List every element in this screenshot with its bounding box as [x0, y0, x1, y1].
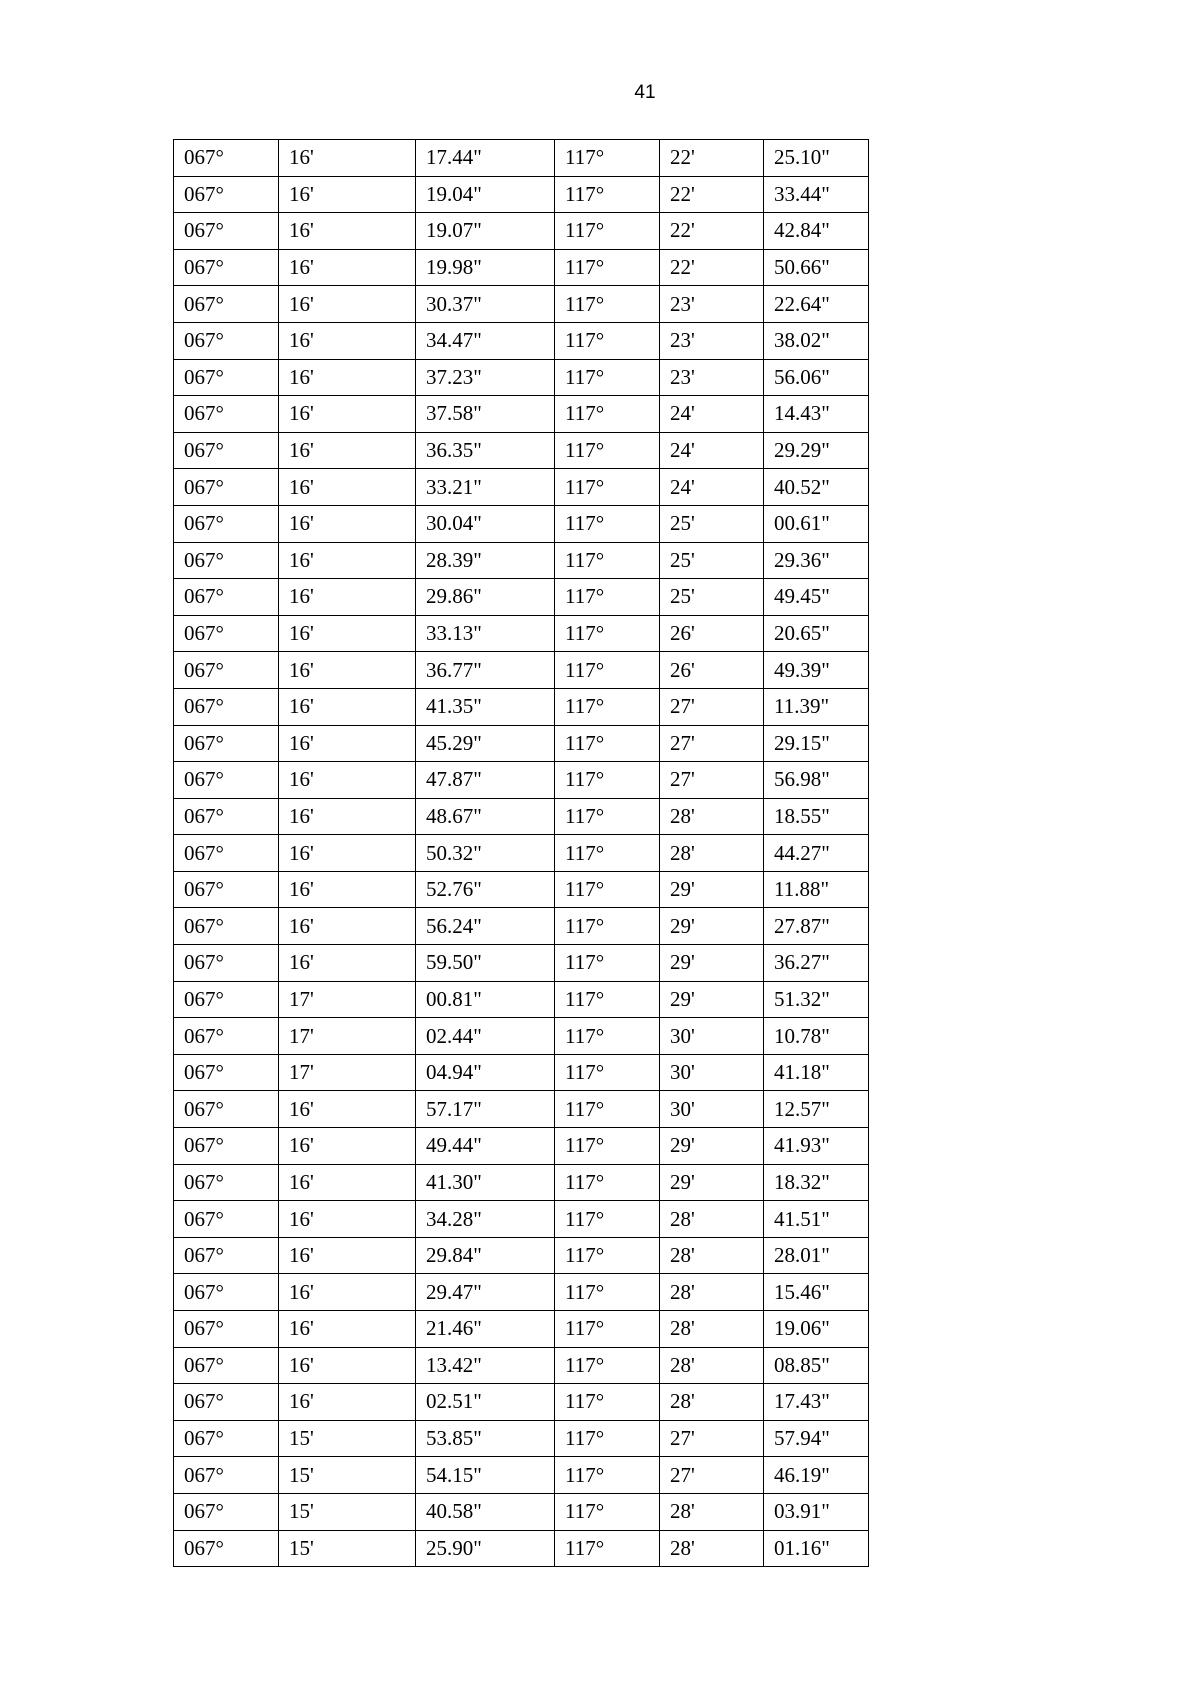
lon-minutes-cell: 29': [660, 871, 764, 908]
lon-minutes-cell: 29': [660, 908, 764, 945]
lon-minutes-cell: 28': [660, 1530, 764, 1567]
lon-degrees-cell: 117°: [555, 286, 660, 323]
lon-degrees-cell: 117°: [555, 1457, 660, 1494]
table-row: [174, 140, 869, 177]
table-row: [174, 322, 869, 359]
lon-seconds-cell: 27.87": [764, 908, 869, 945]
lat-degrees-cell: 067°: [174, 835, 279, 872]
lon-minutes-cell: 28': [660, 1237, 764, 1274]
lon-degrees-cell: 117°: [555, 798, 660, 835]
lat-degrees-cell: 067°: [174, 908, 279, 945]
lon-minutes-cell: 25': [660, 542, 764, 579]
lon-degrees-cell: 117°: [555, 359, 660, 396]
lat-seconds-cell: 57.17": [416, 1091, 555, 1128]
lat-degrees-cell: 067°: [174, 1128, 279, 1165]
lon-degrees-cell: 117°: [555, 1237, 660, 1274]
lat-minutes-cell: 17': [279, 1054, 416, 1091]
lat-minutes-cell: 16': [279, 725, 416, 762]
lat-minutes-cell: 15': [279, 1493, 416, 1530]
lat-degrees-cell: 067°: [174, 505, 279, 542]
lat-minutes-cell: 16': [279, 945, 416, 982]
lat-seconds-cell: 36.77": [416, 652, 555, 689]
lon-minutes-cell: 22': [660, 213, 764, 250]
lat-minutes-cell: 16': [279, 798, 416, 835]
lon-seconds-cell: 22.64": [764, 286, 869, 323]
lon-minutes-cell: 28': [660, 798, 764, 835]
lon-seconds-cell: 11.39": [764, 688, 869, 725]
lat-degrees-cell: 067°: [174, 981, 279, 1018]
lon-minutes-cell: 25': [660, 505, 764, 542]
lon-degrees-cell: 117°: [555, 140, 660, 177]
lat-minutes-cell: 15': [279, 1530, 416, 1567]
table-row: [174, 798, 869, 835]
lon-seconds-cell: 57.94": [764, 1420, 869, 1457]
lat-minutes-cell: 16': [279, 762, 416, 799]
lat-seconds-cell: 29.47": [416, 1274, 555, 1311]
lon-degrees-cell: 117°: [555, 213, 660, 250]
table-row: [174, 469, 869, 506]
lat-degrees-cell: 067°: [174, 871, 279, 908]
table-row: [174, 1091, 869, 1128]
lat-degrees-cell: 067°: [174, 1311, 279, 1348]
lon-minutes-cell: 30': [660, 1091, 764, 1128]
lon-minutes-cell: 22': [660, 140, 764, 177]
lon-minutes-cell: 30': [660, 1054, 764, 1091]
lon-degrees-cell: 117°: [555, 396, 660, 433]
lon-seconds-cell: 42.84": [764, 213, 869, 250]
lon-seconds-cell: 19.06": [764, 1311, 869, 1348]
page-number: 41: [634, 82, 656, 103]
table-row: [174, 652, 869, 689]
lat-minutes-cell: 16': [279, 1164, 416, 1201]
lat-degrees-cell: 067°: [174, 1164, 279, 1201]
lat-minutes-cell: 16': [279, 1347, 416, 1384]
lat-minutes-cell: 16': [279, 542, 416, 579]
lon-degrees-cell: 117°: [555, 469, 660, 506]
lon-degrees-cell: 117°: [555, 871, 660, 908]
lat-seconds-cell: 34.28": [416, 1201, 555, 1238]
lat-degrees-cell: 067°: [174, 322, 279, 359]
lon-degrees-cell: 117°: [555, 615, 660, 652]
table-row: [174, 1493, 869, 1530]
table-row: [174, 1274, 869, 1311]
table-row: [174, 1384, 869, 1421]
lat-degrees-cell: 067°: [174, 579, 279, 616]
lat-minutes-cell: 16': [279, 432, 416, 469]
lon-seconds-cell: 08.85": [764, 1347, 869, 1384]
lon-seconds-cell: 33.44": [764, 176, 869, 213]
lat-degrees-cell: 067°: [174, 798, 279, 835]
lat-seconds-cell: 30.37": [416, 286, 555, 323]
coordinates-table: [173, 139, 869, 1567]
lon-seconds-cell: 29.29": [764, 432, 869, 469]
lat-minutes-cell: 16': [279, 688, 416, 725]
lon-seconds-cell: 12.57": [764, 1091, 869, 1128]
lat-degrees-cell: 067°: [174, 688, 279, 725]
lat-seconds-cell: 19.07": [416, 213, 555, 250]
lon-minutes-cell: 28': [660, 1347, 764, 1384]
lat-degrees-cell: 067°: [174, 469, 279, 506]
lat-degrees-cell: 067°: [174, 615, 279, 652]
table-row: [174, 396, 869, 433]
table-row: [174, 725, 869, 762]
lon-minutes-cell: 23': [660, 286, 764, 323]
lon-minutes-cell: 28': [660, 1384, 764, 1421]
table-row: [174, 579, 869, 616]
lon-seconds-cell: 18.55": [764, 798, 869, 835]
lon-seconds-cell: 49.45": [764, 579, 869, 616]
lat-minutes-cell: 16': [279, 908, 416, 945]
lon-degrees-cell: 117°: [555, 176, 660, 213]
lat-seconds-cell: 41.35": [416, 688, 555, 725]
table-row: [174, 615, 869, 652]
lon-seconds-cell: 28.01": [764, 1237, 869, 1274]
lat-seconds-cell: 19.04": [416, 176, 555, 213]
lat-seconds-cell: 30.04": [416, 505, 555, 542]
lon-seconds-cell: 15.46": [764, 1274, 869, 1311]
lon-degrees-cell: 117°: [555, 249, 660, 286]
lat-degrees-cell: 067°: [174, 1493, 279, 1530]
lat-seconds-cell: 19.98": [416, 249, 555, 286]
table-row: [174, 176, 869, 213]
table-row: [174, 249, 869, 286]
lon-seconds-cell: 18.32": [764, 1164, 869, 1201]
table-row: [174, 1420, 869, 1457]
lon-degrees-cell: 117°: [555, 908, 660, 945]
lon-seconds-cell: 11.88": [764, 871, 869, 908]
lat-degrees-cell: 067°: [174, 1237, 279, 1274]
lon-degrees-cell: 117°: [555, 835, 660, 872]
lon-degrees-cell: 117°: [555, 1384, 660, 1421]
lat-degrees-cell: 067°: [174, 1274, 279, 1311]
lon-minutes-cell: 24': [660, 432, 764, 469]
table-row: [174, 542, 869, 579]
lon-degrees-cell: 117°: [555, 1091, 660, 1128]
lon-minutes-cell: 22': [660, 249, 764, 286]
lat-seconds-cell: 17.44": [416, 140, 555, 177]
lat-minutes-cell: 16': [279, 213, 416, 250]
lon-minutes-cell: 24': [660, 396, 764, 433]
lat-degrees-cell: 067°: [174, 1018, 279, 1055]
lon-seconds-cell: 10.78": [764, 1018, 869, 1055]
lat-seconds-cell: 47.87": [416, 762, 555, 799]
lon-minutes-cell: 22': [660, 176, 764, 213]
lat-minutes-cell: 16': [279, 579, 416, 616]
lon-degrees-cell: 117°: [555, 1493, 660, 1530]
lon-minutes-cell: 25': [660, 579, 764, 616]
lon-seconds-cell: 41.93": [764, 1128, 869, 1165]
lat-minutes-cell: 16': [279, 249, 416, 286]
lat-degrees-cell: 067°: [174, 652, 279, 689]
lat-degrees-cell: 067°: [174, 725, 279, 762]
lat-degrees-cell: 067°: [174, 1054, 279, 1091]
lon-degrees-cell: 117°: [555, 1530, 660, 1567]
lon-degrees-cell: 117°: [555, 579, 660, 616]
lat-minutes-cell: 16': [279, 1237, 416, 1274]
lon-degrees-cell: 117°: [555, 688, 660, 725]
lon-seconds-cell: 56.06": [764, 359, 869, 396]
table-row: [174, 1347, 869, 1384]
lat-seconds-cell: 37.23": [416, 359, 555, 396]
lon-seconds-cell: 56.98": [764, 762, 869, 799]
table-row: [174, 908, 869, 945]
lat-minutes-cell: 16': [279, 286, 416, 323]
lat-degrees-cell: 067°: [174, 176, 279, 213]
lon-minutes-cell: 27': [660, 1457, 764, 1494]
lon-degrees-cell: 117°: [555, 432, 660, 469]
lat-degrees-cell: 067°: [174, 359, 279, 396]
lat-seconds-cell: 02.44": [416, 1018, 555, 1055]
lat-seconds-cell: 45.29": [416, 725, 555, 762]
lon-degrees-cell: 117°: [555, 1347, 660, 1384]
lon-seconds-cell: 01.16": [764, 1530, 869, 1567]
lat-degrees-cell: 067°: [174, 140, 279, 177]
lat-minutes-cell: 16': [279, 615, 416, 652]
lon-minutes-cell: 27': [660, 1420, 764, 1457]
lat-seconds-cell: 33.13": [416, 615, 555, 652]
lon-minutes-cell: 27': [660, 725, 764, 762]
lon-minutes-cell: 30': [660, 1018, 764, 1055]
lon-minutes-cell: 29': [660, 981, 764, 1018]
lon-minutes-cell: 29': [660, 945, 764, 982]
lat-seconds-cell: 00.81": [416, 981, 555, 1018]
lat-degrees-cell: 067°: [174, 1530, 279, 1567]
lon-seconds-cell: 38.02": [764, 322, 869, 359]
lat-seconds-cell: 13.42": [416, 1347, 555, 1384]
lon-minutes-cell: 29': [660, 1128, 764, 1165]
table-row: [174, 213, 869, 250]
lat-minutes-cell: 17': [279, 981, 416, 1018]
lat-seconds-cell: 53.85": [416, 1420, 555, 1457]
lon-degrees-cell: 117°: [555, 1274, 660, 1311]
table-row: [174, 432, 869, 469]
lat-seconds-cell: 04.94": [416, 1054, 555, 1091]
lat-seconds-cell: 25.90": [416, 1530, 555, 1567]
lat-degrees-cell: 067°: [174, 945, 279, 982]
table-row: [174, 505, 869, 542]
lat-minutes-cell: 15': [279, 1420, 416, 1457]
lon-seconds-cell: 17.43": [764, 1384, 869, 1421]
lat-degrees-cell: 067°: [174, 1384, 279, 1421]
lat-degrees-cell: 067°: [174, 213, 279, 250]
lat-minutes-cell: 16': [279, 835, 416, 872]
lat-degrees-cell: 067°: [174, 1347, 279, 1384]
lon-degrees-cell: 117°: [555, 1164, 660, 1201]
lat-minutes-cell: 15': [279, 1457, 416, 1494]
lat-seconds-cell: 41.30": [416, 1164, 555, 1201]
coordinates-table-body: [174, 140, 869, 1567]
lat-minutes-cell: 16': [279, 652, 416, 689]
lon-degrees-cell: 117°: [555, 322, 660, 359]
lon-minutes-cell: 29': [660, 1164, 764, 1201]
lat-degrees-cell: 067°: [174, 432, 279, 469]
lat-seconds-cell: 54.15": [416, 1457, 555, 1494]
lat-seconds-cell: 50.32": [416, 835, 555, 872]
lat-seconds-cell: 36.35": [416, 432, 555, 469]
table-row: [174, 1530, 869, 1567]
table-row: [174, 1457, 869, 1494]
lon-degrees-cell: 117°: [555, 1054, 660, 1091]
lat-minutes-cell: 16': [279, 469, 416, 506]
lon-degrees-cell: 117°: [555, 1311, 660, 1348]
lat-seconds-cell: 37.58": [416, 396, 555, 433]
lon-minutes-cell: 28': [660, 1493, 764, 1530]
lon-minutes-cell: 28': [660, 1201, 764, 1238]
lon-minutes-cell: 27': [660, 688, 764, 725]
table-row: [174, 1054, 869, 1091]
lat-seconds-cell: 49.44": [416, 1128, 555, 1165]
table-row: [174, 871, 869, 908]
lon-degrees-cell: 117°: [555, 762, 660, 799]
lon-minutes-cell: 24': [660, 469, 764, 506]
table-row: [174, 1128, 869, 1165]
lat-degrees-cell: 067°: [174, 762, 279, 799]
lat-seconds-cell: 28.39": [416, 542, 555, 579]
table-row: [174, 359, 869, 396]
lat-minutes-cell: 16': [279, 176, 416, 213]
lon-seconds-cell: 29.15": [764, 725, 869, 762]
lon-seconds-cell: 41.51": [764, 1201, 869, 1238]
lon-degrees-cell: 117°: [555, 1201, 660, 1238]
lon-seconds-cell: 20.65": [764, 615, 869, 652]
lon-minutes-cell: 28': [660, 835, 764, 872]
lon-seconds-cell: 25.10": [764, 140, 869, 177]
lat-minutes-cell: 16': [279, 871, 416, 908]
lon-degrees-cell: 117°: [555, 1420, 660, 1457]
table-row: [174, 688, 869, 725]
lon-seconds-cell: 49.39": [764, 652, 869, 689]
table-row: [174, 1201, 869, 1238]
lon-minutes-cell: 23': [660, 359, 764, 396]
lat-minutes-cell: 16': [279, 322, 416, 359]
lat-degrees-cell: 067°: [174, 286, 279, 323]
lon-degrees-cell: 117°: [555, 1128, 660, 1165]
lat-degrees-cell: 067°: [174, 249, 279, 286]
lat-degrees-cell: 067°: [174, 1091, 279, 1128]
lon-seconds-cell: 29.36": [764, 542, 869, 579]
lat-minutes-cell: 16': [279, 396, 416, 433]
lon-seconds-cell: 40.52": [764, 469, 869, 506]
lon-seconds-cell: 03.91": [764, 1493, 869, 1530]
lon-seconds-cell: 44.27": [764, 835, 869, 872]
lon-degrees-cell: 117°: [555, 725, 660, 762]
lon-seconds-cell: 50.66": [764, 249, 869, 286]
lat-seconds-cell: 34.47": [416, 322, 555, 359]
table-row: [174, 1311, 869, 1348]
lat-seconds-cell: 59.50": [416, 945, 555, 982]
lat-minutes-cell: 16': [279, 359, 416, 396]
table-row: [174, 1237, 869, 1274]
lon-degrees-cell: 117°: [555, 945, 660, 982]
lat-seconds-cell: 56.24": [416, 908, 555, 945]
lat-seconds-cell: 52.76": [416, 871, 555, 908]
lon-minutes-cell: 23': [660, 322, 764, 359]
lat-seconds-cell: 21.46": [416, 1311, 555, 1348]
lat-minutes-cell: 17': [279, 1018, 416, 1055]
lon-degrees-cell: 117°: [555, 981, 660, 1018]
lat-degrees-cell: 067°: [174, 542, 279, 579]
lat-minutes-cell: 16': [279, 1128, 416, 1165]
lat-minutes-cell: 16': [279, 140, 416, 177]
lat-seconds-cell: 29.84": [416, 1237, 555, 1274]
lon-minutes-cell: 26': [660, 652, 764, 689]
lat-seconds-cell: 40.58": [416, 1493, 555, 1530]
lat-seconds-cell: 48.67": [416, 798, 555, 835]
lat-seconds-cell: 02.51": [416, 1384, 555, 1421]
lat-degrees-cell: 067°: [174, 1420, 279, 1457]
lon-degrees-cell: 117°: [555, 505, 660, 542]
table-row: [174, 981, 869, 1018]
lon-minutes-cell: 28': [660, 1311, 764, 1348]
lat-minutes-cell: 16': [279, 1091, 416, 1128]
lat-minutes-cell: 16': [279, 1274, 416, 1311]
lon-seconds-cell: 46.19": [764, 1457, 869, 1494]
lon-minutes-cell: 27': [660, 762, 764, 799]
lat-seconds-cell: 29.86": [416, 579, 555, 616]
table-row: [174, 1018, 869, 1055]
table-row: [174, 762, 869, 799]
lon-minutes-cell: 26': [660, 615, 764, 652]
lat-minutes-cell: 16': [279, 1201, 416, 1238]
lon-seconds-cell: 36.27": [764, 945, 869, 982]
lon-seconds-cell: 41.18": [764, 1054, 869, 1091]
lat-minutes-cell: 16': [279, 1384, 416, 1421]
table-row: [174, 835, 869, 872]
lon-minutes-cell: 28': [660, 1274, 764, 1311]
lon-degrees-cell: 117°: [555, 542, 660, 579]
table-row: [174, 286, 869, 323]
table-row: [174, 1164, 869, 1201]
lat-minutes-cell: 16': [279, 1311, 416, 1348]
lon-degrees-cell: 117°: [555, 1018, 660, 1055]
lat-minutes-cell: 16': [279, 505, 416, 542]
lat-degrees-cell: 067°: [174, 1201, 279, 1238]
lon-seconds-cell: 51.32": [764, 981, 869, 1018]
lon-degrees-cell: 117°: [555, 652, 660, 689]
lon-seconds-cell: 14.43": [764, 396, 869, 433]
lat-degrees-cell: 067°: [174, 1457, 279, 1494]
table-row: [174, 945, 869, 982]
lat-degrees-cell: 067°: [174, 396, 279, 433]
lat-seconds-cell: 33.21": [416, 469, 555, 506]
lon-seconds-cell: 00.61": [764, 505, 869, 542]
